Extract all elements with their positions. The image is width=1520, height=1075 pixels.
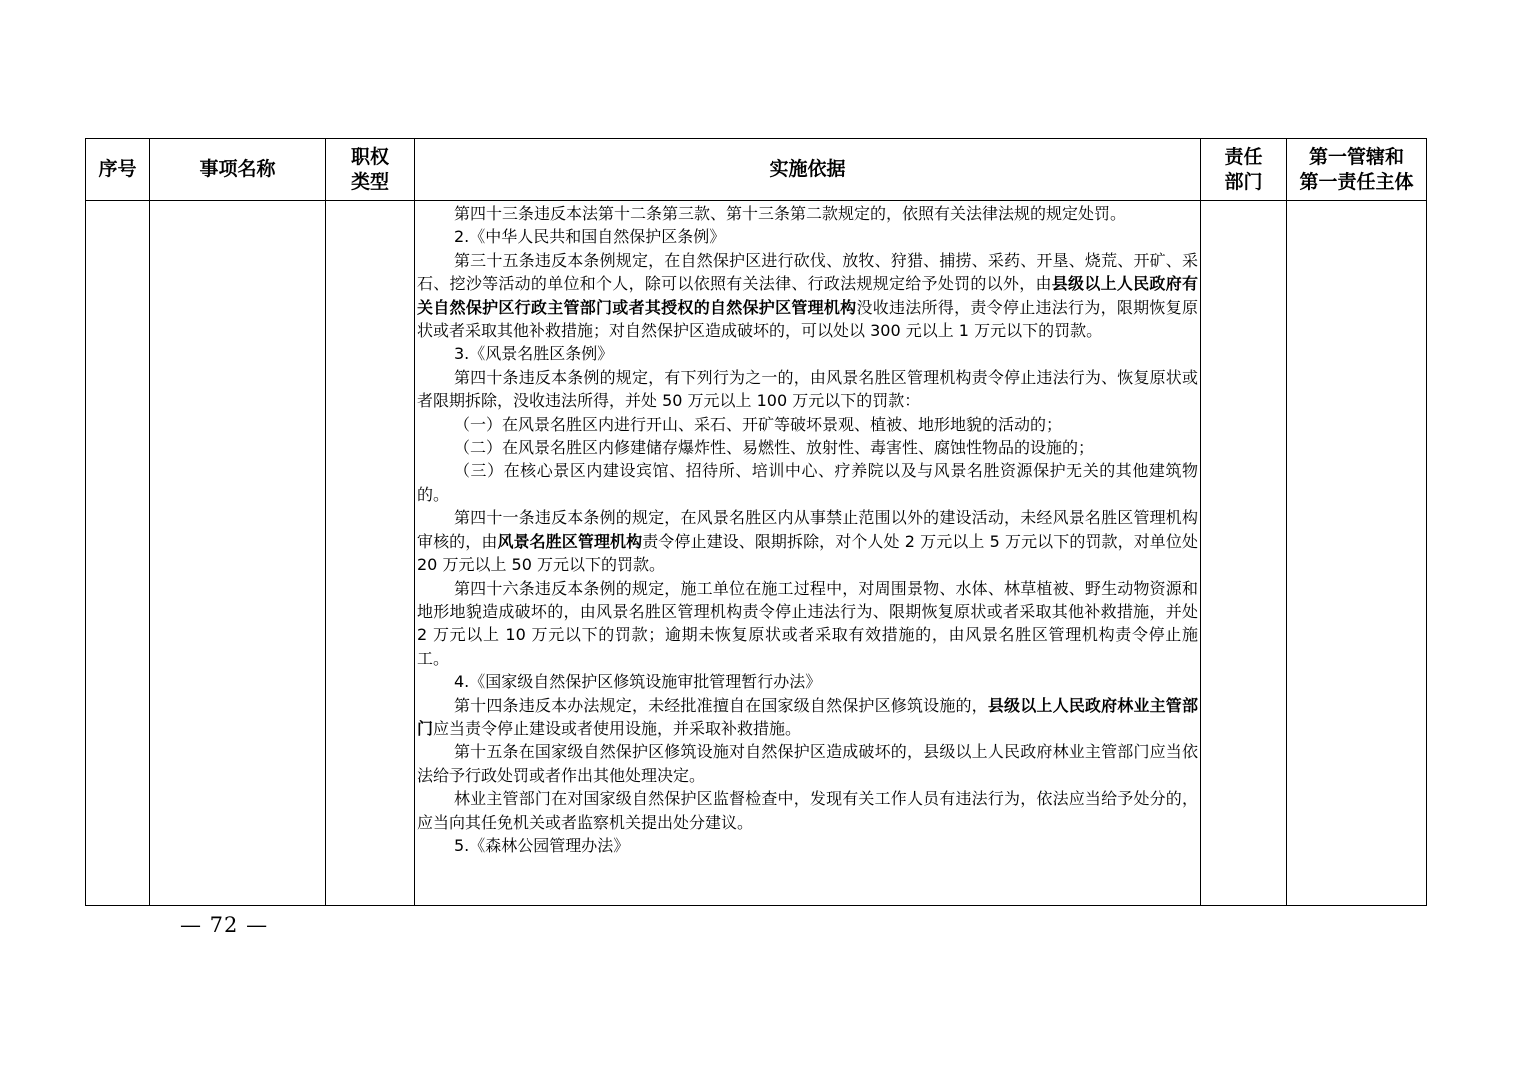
header-authority-type: 职权 类型 (326, 139, 415, 201)
emphasized-authority: 县级以上人民政府有关自然保护区行政主管部门或者其授权的自然保护区管理机构 (417, 274, 1198, 317)
basis-paragraph: 第四十六条违反本条例的规定，施工单位在施工过程中，对周围景物、水体、林草植被、野生动物资源和地形地貌造成破坏的，由风景名胜区管理机构责令停止违法行为、限期恢复原状或者采取其他补救措施，并处 2 万元以上 10 万元以下的罚款；逾期未恢复原状或者采取有效措施的，由风景名胜区管理机构责令停止施工。 (417, 578, 1198, 668)
page-number: — 72 — (180, 913, 269, 937)
responsibility-table (85, 138, 1427, 906)
basis-paragraph: 第四十三条违反本法第十二条第三款、第十三条第二款规定的，依照有关法律法规的规定处罚。 (454, 204, 1127, 223)
header-implementation-basis: 实施依据 (415, 139, 1201, 201)
cell-authority-type (326, 201, 415, 906)
basis-paragraph: 第四十条违反本条例的规定，有下列行为之一的，由风景名胜区管理机构责令停止违法行为、恢复原状或者限期拆除，没收违法所得，并处 50 万元以上 100 万元以下的罚款： (417, 367, 1198, 411)
emphasized-authority: 县级以上人民政府林业主管部门 (417, 695, 1198, 738)
emphasized-authority: 风景名胜区管理机构 (497, 531, 643, 551)
cell-responsible-dept (1201, 201, 1287, 906)
header-seq: 序号 (86, 139, 150, 201)
basis-paragraph: 第三十五条违反本条例规定，在自然保护区进行砍伐、放牧、狩猎、捕捞、采药、开垦、烧荒、开矿、采石、挖沙等活动的单位和个人，除可以依照有关法律、行政法规规定给予处罚的以外，由县级以上人民政府有关自然保护区行政主管部门或者其授权的自然保护区管理机构没收违法所得，责令停止违法行为，限期恢复原状或者采取其他补救措施；对自然保护区造成破坏的，可以处以 300 元以上 1 万元以下的罚款。 (417, 250, 1198, 341)
regulation-title: 3.《风景名胜区条例》 (454, 344, 614, 364)
cell-item-name (150, 201, 326, 906)
cell-first-jurisdiction (1287, 201, 1427, 906)
header-item-name: 事项名称 (150, 139, 326, 201)
table-header-row (86, 139, 1427, 201)
header-first-jurisdiction: 第一管辖和 第一责任主体 (1287, 139, 1427, 201)
basis-paragraph: 第十四条违反本办法规定，未经批准擅自在国家级自然保护区修筑设施的，县级以上人民政府林业主管部门应当责令停止建设或者使用设施，并采取补救措施。 (417, 695, 1198, 738)
basis-list-item: （三）在核心景区内建设宾馆、招待所、培训中心、疗养院以及与风景名胜资源保护无关的其他建筑物的。 (417, 461, 1198, 504)
regulation-title: 4.《国家级自然保护区修筑设施审批管理暂行办法》 (454, 672, 822, 692)
basis-paragraph: 林业主管部门在对国家级自然保护区监督检查中，发现有关工作人员有违法行为，依法应当给予处分的，应当向其任免机关或者监察机关提出处分建议。 (417, 789, 1198, 832)
regulation-title: 5.《森林公园管理办法》 (454, 835, 630, 855)
cell-implementation-basis (415, 201, 1201, 906)
basis-paragraph: 第十五条在国家级自然保护区修筑设施对自然保护区造成破坏的，县级以上人民政府林业主管部门应当依法给予行政处罚或者作出其他处理决定。 (417, 742, 1198, 785)
cell-seq (86, 201, 150, 906)
basis-list-item: （二）在风景名胜区内修建储存爆炸性、易燃性、放射性、毒害性、腐蚀性物品的设施的； (454, 438, 1095, 458)
basis-list-item: （一）在风景名胜区内进行开山、采石、开矿等破坏景观、植被、地形地貌的活动的； (454, 414, 1063, 434)
basis-paragraph: 第四十一条违反本条例的规定，在风景名胜区内从事禁止范围以外的建设活动，未经风景名胜区管理机构审核的，由风景名胜区管理机构责令停止建设、限期拆除，对个人处 2 万元以上 5 万元以下的罚款，对单位处 20 万元以上 50 万元以下的罚款。 (417, 508, 1198, 575)
regulation-title: 2.《中华人民共和国自然保护区条例》 (454, 227, 726, 247)
table-row (86, 201, 1427, 906)
header-responsible-dept: 责任 部门 (1201, 139, 1287, 201)
